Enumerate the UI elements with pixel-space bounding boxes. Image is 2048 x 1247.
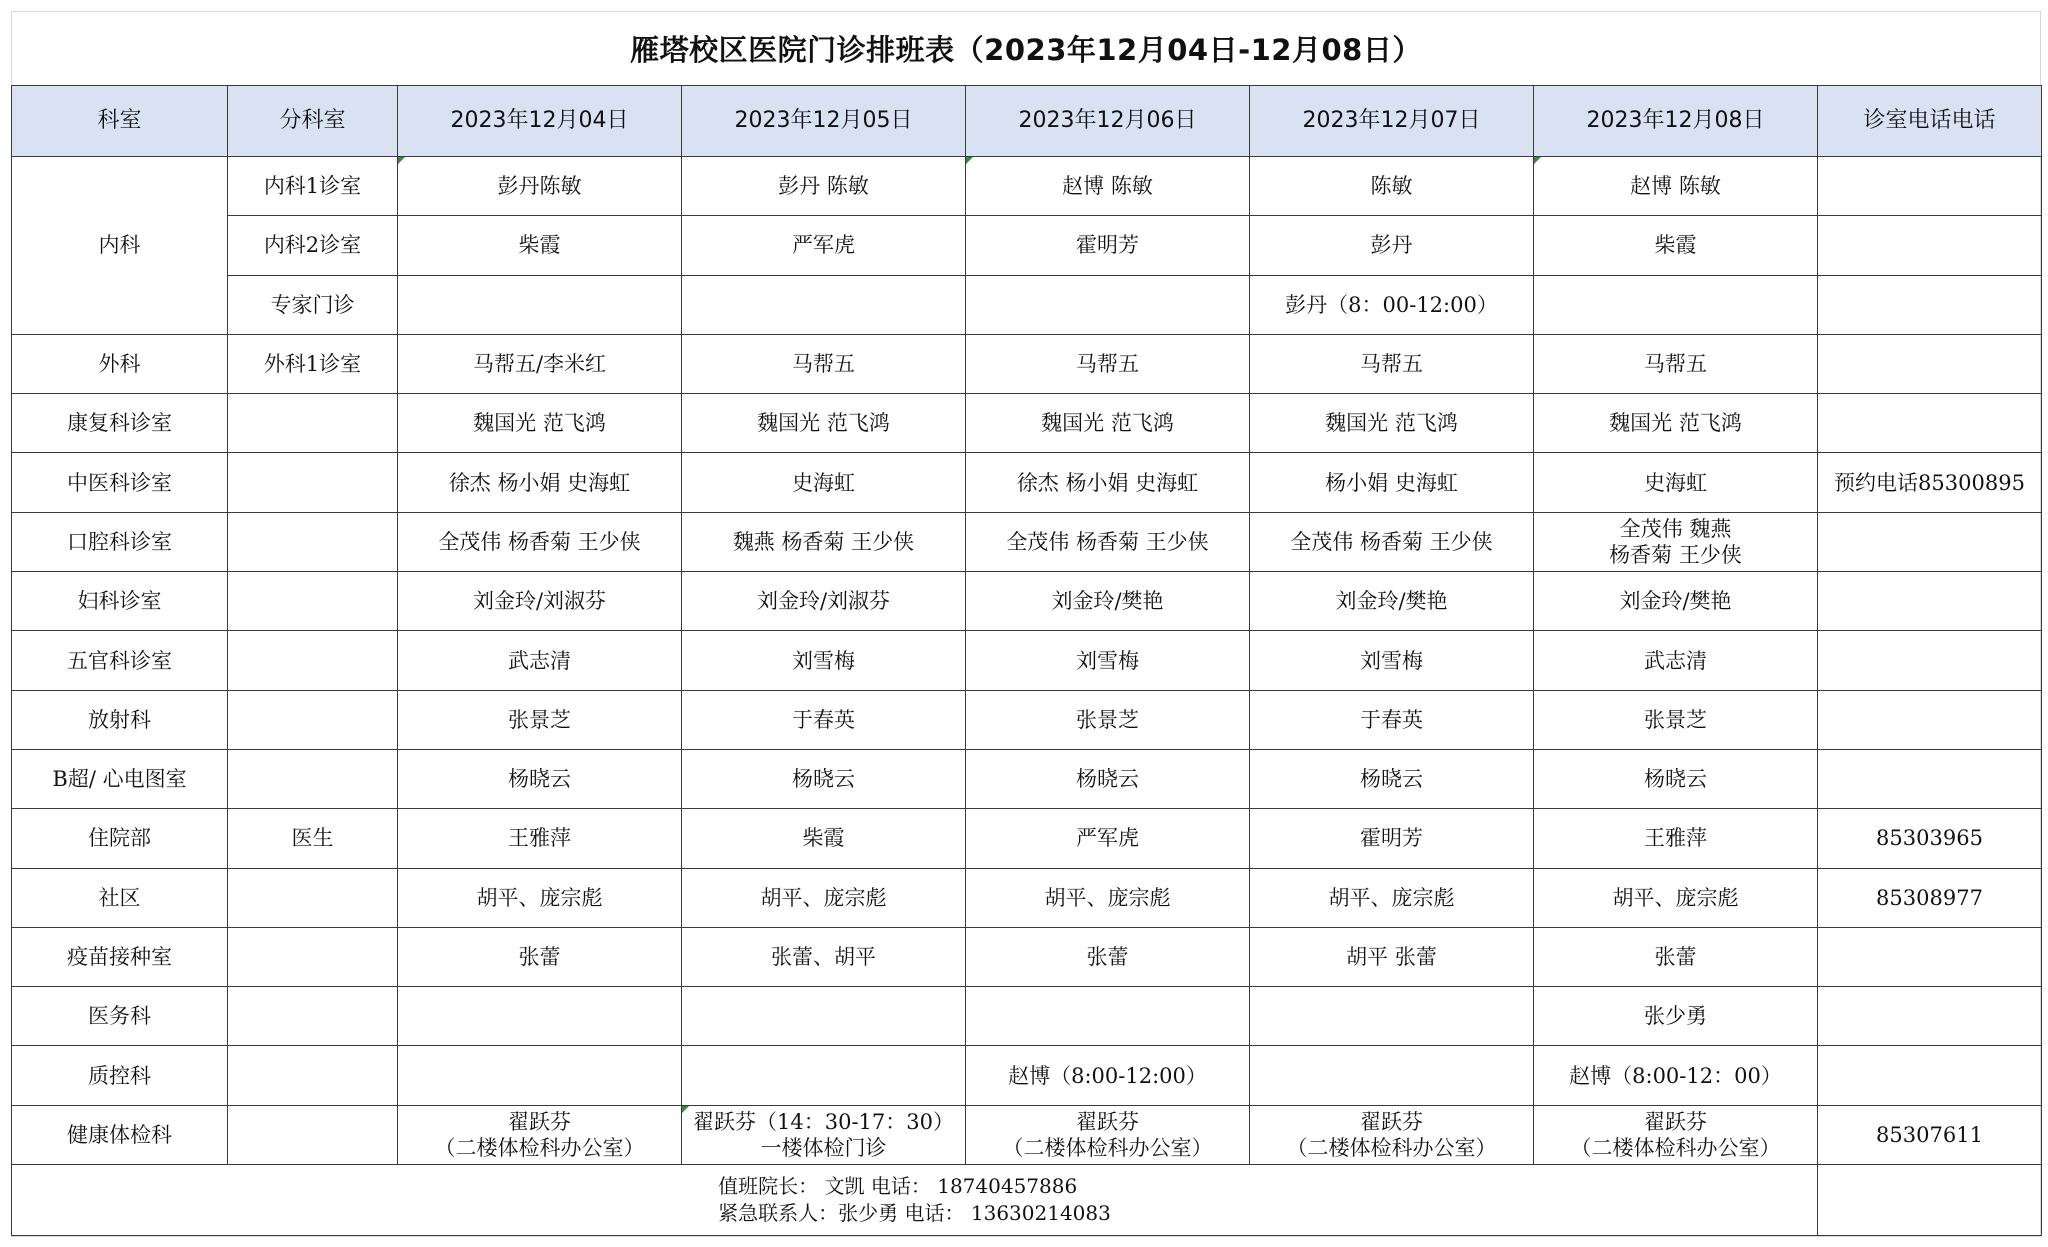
page-title: 雁塔校区医院门诊排班表（2023年12月04日-12月08日）: [630, 32, 1422, 67]
schedule-cell: [682, 987, 966, 1046]
schedule-cell: 胡平、庞宗彪: [1250, 868, 1534, 927]
schedule-cell: 严军虎: [682, 216, 966, 275]
schedule-cell: 杨晓云: [398, 749, 682, 808]
cell-line: （二楼体检科办公室）: [434, 1135, 645, 1160]
schedule-cell: [398, 987, 682, 1046]
schedule-cell: 魏国光 范飞鸿: [1534, 394, 1818, 453]
schedule-cell: 全茂伟 杨香菊 王少侠: [1250, 512, 1534, 571]
dept-cell: 内科: [12, 157, 228, 335]
dept-cell: 医务科: [12, 987, 228, 1046]
schedule-cell: 徐杰 杨小娟 史海虹: [966, 453, 1250, 512]
schedule-cell: 魏燕 杨香菊 王少侠: [682, 512, 966, 571]
sub-dept-cell: 外科1诊室: [228, 334, 398, 393]
cell-line: （二楼体检科办公室）: [1286, 1135, 1497, 1160]
schedule-cell: 杨晓云: [1534, 749, 1818, 808]
schedule-cell: 刘雪梅: [1250, 631, 1534, 690]
phone-cell: [1818, 749, 2042, 808]
schedule-cell: [682, 1105, 966, 1164]
schedule-cell: 柴霞: [1534, 216, 1818, 275]
dept-cell: 五官科诊室: [12, 631, 228, 690]
table-row: [12, 216, 2042, 275]
dept-cell: 外科: [12, 334, 228, 393]
schedule-cell: 王雅萍: [1534, 809, 1818, 868]
schedule-cell: [1534, 1105, 1818, 1164]
schedule-cell: 张蕾: [398, 927, 682, 986]
schedule-cell: 马帮五: [1534, 334, 1818, 393]
phone-cell: [1818, 394, 2042, 453]
schedule-cell: 于春英: [1250, 690, 1534, 749]
dept-cell: 中医科诊室: [12, 453, 228, 512]
sub-dept-cell: [228, 1105, 398, 1164]
sub-dept-cell: [228, 512, 398, 571]
schedule-cell: 马帮五: [1250, 334, 1534, 393]
sub-dept-cell: [228, 987, 398, 1046]
emergency-contact-line: 紧急联系人：张少勇 电话： 13630214083: [718, 1201, 1111, 1226]
sub-dept-cell: [228, 453, 398, 512]
schedule-cell: 魏国光 范飞鸿: [966, 394, 1250, 453]
dept-cell: B超/ 心电图室: [12, 749, 228, 808]
header-day-4: 2023年12月07日: [1250, 86, 1534, 157]
schedule-cell: 马帮五: [966, 334, 1250, 393]
schedule-cell: 杨晓云: [1250, 749, 1534, 808]
cell-line: 翟跃芬: [1076, 1109, 1139, 1134]
table-row: [12, 868, 2042, 927]
sub-dept-cell: 内科1诊室: [228, 157, 398, 216]
table-row: [12, 987, 2042, 1046]
phone-cell: [1818, 690, 2042, 749]
schedule-cell: 武志清: [398, 631, 682, 690]
phone-cell: 85307611: [1818, 1105, 2042, 1164]
schedule-cell: 魏国光 范飞鸿: [1250, 394, 1534, 453]
schedule-cell: 柴霞: [682, 809, 966, 868]
schedule-cell: [966, 987, 1250, 1046]
header-dept: 科室: [12, 86, 228, 157]
header-day-2: 2023年12月05日: [682, 86, 966, 157]
schedule-cell: 赵博 陈敏: [1534, 157, 1818, 216]
schedule-cell: 史海虹: [1534, 453, 1818, 512]
schedule-cell: 刘金玲/刘淑芬: [398, 572, 682, 631]
phone-cell: [1818, 631, 2042, 690]
schedule-cell: 胡平 张蕾: [1250, 927, 1534, 986]
cell-line: 翟跃芬: [1360, 1109, 1423, 1134]
phone-cell: [1818, 1046, 2042, 1105]
dept-cell: 健康体检科: [12, 1105, 228, 1164]
schedule-cell: [1250, 987, 1534, 1046]
sub-dept-cell: [228, 1046, 398, 1105]
phone-cell: [1818, 927, 2042, 986]
schedule-cell: 赵博（8:00-12：00）: [1534, 1046, 1818, 1105]
sub-dept-cell: [228, 868, 398, 927]
schedule-cell: [398, 1046, 682, 1105]
header-sub-dept: 分科室: [228, 86, 398, 157]
schedule-cell: [966, 275, 1250, 334]
schedule-cell: 魏国光 范飞鸿: [682, 394, 966, 453]
table-row: [12, 1046, 2042, 1105]
footer-contacts: [12, 1165, 1818, 1236]
schedule-cell: 刘金玲/樊艳: [1534, 572, 1818, 631]
schedule-cell: 霍明芳: [1250, 809, 1534, 868]
phone-cell: [1818, 572, 2042, 631]
footer-row: [12, 1165, 2042, 1236]
header-day-1: 2023年12月04日: [398, 86, 682, 157]
phone-cell: 85308977: [1818, 868, 2042, 927]
table-row: [12, 749, 2042, 808]
schedule-cell: 胡平、庞宗彪: [1534, 868, 1818, 927]
schedule-cell: 全茂伟 杨香菊 王少侠: [966, 512, 1250, 571]
header-row: [12, 86, 2042, 157]
schedule-table: [11, 85, 2042, 1236]
schedule-cell: [398, 1105, 682, 1164]
header-day-3: 2023年12月06日: [966, 86, 1250, 157]
table-row: [12, 157, 2042, 216]
dept-cell: 放射科: [12, 690, 228, 749]
schedule-cell: 王雅萍: [398, 809, 682, 868]
sub-dept-cell: 专家门诊: [228, 275, 398, 334]
table-row: [12, 631, 2042, 690]
schedule-cell: 杨晓云: [682, 749, 966, 808]
schedule-cell: 胡平、庞宗彪: [682, 868, 966, 927]
sub-dept-cell: [228, 690, 398, 749]
schedule-cell: 杨小娟 史海虹: [1250, 453, 1534, 512]
table-row: [12, 275, 2042, 334]
dept-cell: 康复科诊室: [12, 394, 228, 453]
schedule-cell: 张蕾: [966, 927, 1250, 986]
schedule-cell: [1534, 275, 1818, 334]
schedule-cell: 徐杰 杨小娟 史海虹: [398, 453, 682, 512]
dept-cell: 社区: [12, 868, 228, 927]
header-phone: 诊室电话电话: [1818, 86, 2042, 157]
cell-line: （二楼体检科办公室）: [1002, 1135, 1213, 1160]
cell-line: 一楼体检门诊: [760, 1135, 887, 1160]
schedule-cell: 张少勇: [1534, 987, 1818, 1046]
cell-line: 翟跃芬（14：30-17：30）: [693, 1109, 954, 1134]
schedule-cell: 武志清: [1534, 631, 1818, 690]
schedule-cell: 全茂伟 杨香菊 王少侠: [398, 512, 682, 571]
schedule-cell: 魏国光 范飞鸿: [398, 394, 682, 453]
phone-cell: 预约电话85300895: [1818, 453, 2042, 512]
schedule-cell: [682, 1046, 966, 1105]
phone-cell: 85303965: [1818, 809, 2042, 868]
cell-line: 全茂伟 魏燕: [1619, 516, 1732, 541]
schedule-cell: 彭丹: [1250, 216, 1534, 275]
schedule-cell: 胡平、庞宗彪: [966, 868, 1250, 927]
phone-cell: [1818, 512, 2042, 571]
footer-phone-cell: [1818, 1165, 2042, 1236]
schedule-cell: [682, 275, 966, 334]
schedule-cell: 陈敏: [1250, 157, 1534, 216]
phone-cell: [1818, 216, 2042, 275]
table-row: [12, 394, 2042, 453]
table-row: [12, 1105, 2042, 1164]
schedule-cell: 胡平、庞宗彪: [398, 868, 682, 927]
cell-line: 翟跃芬: [1644, 1109, 1707, 1134]
cell-line: 杨香菊 王少侠: [1609, 542, 1742, 567]
schedule-cell: 霍明芳: [966, 216, 1250, 275]
dept-cell: 口腔科诊室: [12, 512, 228, 571]
schedule-cell: 彭丹陈敏: [398, 157, 682, 216]
schedule-cell: 刘金玲/刘淑芬: [682, 572, 966, 631]
schedule-cell: [1534, 512, 1818, 571]
schedule-cell: 张蕾、胡平: [682, 927, 966, 986]
schedule-cell: 赵博（8:00-12:00）: [966, 1046, 1250, 1105]
sub-dept-cell: 内科2诊室: [228, 216, 398, 275]
table-row: [12, 927, 2042, 986]
schedule-cell: 马帮五: [682, 334, 966, 393]
dept-cell: 住院部: [12, 809, 228, 868]
schedule-cell: 张景芝: [1534, 690, 1818, 749]
schedule-cell: 刘金玲/樊艳: [966, 572, 1250, 631]
schedule-cell: [398, 275, 682, 334]
schedule-cell: 刘雪梅: [682, 631, 966, 690]
phone-cell: [1818, 275, 2042, 334]
phone-cell: [1818, 987, 2042, 1046]
header-day-5: 2023年12月08日: [1534, 86, 1818, 157]
dept-cell: 妇科诊室: [12, 572, 228, 631]
table-row: [12, 512, 2042, 571]
sub-dept-cell: [228, 631, 398, 690]
duty-director-line: 值班院长： 文凯 电话： 18740457886: [718, 1174, 1078, 1199]
table-row: [12, 572, 2042, 631]
schedule-cell: 杨晓云: [966, 749, 1250, 808]
schedule-cell: [1250, 1105, 1534, 1164]
dept-cell: 疫苗接种室: [12, 927, 228, 986]
sub-dept-cell: [228, 394, 398, 453]
schedule-cell: 彭丹 陈敏: [682, 157, 966, 216]
schedule-cell: [1250, 1046, 1534, 1105]
cell-line: 翟跃芬: [508, 1109, 571, 1134]
schedule-cell: [966, 1105, 1250, 1164]
schedule-cell: 柴霞: [398, 216, 682, 275]
schedule-cell: 张蕾: [1534, 927, 1818, 986]
sub-dept-cell: [228, 572, 398, 631]
sub-dept-cell: [228, 927, 398, 986]
table-row: [12, 809, 2042, 868]
schedule-cell: 赵博 陈敏: [966, 157, 1250, 216]
schedule-cell: 马帮五/李米红: [398, 334, 682, 393]
schedule-cell: 史海虹: [682, 453, 966, 512]
phone-cell: [1818, 157, 2042, 216]
sub-dept-cell: 医生: [228, 809, 398, 868]
schedule-cell: 于春英: [682, 690, 966, 749]
schedule-cell: 刘雪梅: [966, 631, 1250, 690]
sub-dept-cell: [228, 749, 398, 808]
schedule-cell: 严军虎: [966, 809, 1250, 868]
dept-cell: 质控科: [12, 1046, 228, 1105]
schedule-cell: 张景芝: [966, 690, 1250, 749]
table-row: [12, 453, 2042, 512]
schedule-cell: 彭丹（8：00-12:00）: [1250, 275, 1534, 334]
schedule-cell: 刘金玲/樊艳: [1250, 572, 1534, 631]
schedule-cell: 张景芝: [398, 690, 682, 749]
table-row: [12, 690, 2042, 749]
table-row: [12, 334, 2042, 393]
contact-block: [718, 1173, 1111, 1227]
cell-line: （二楼体检科办公室）: [1570, 1135, 1781, 1160]
phone-cell: [1818, 334, 2042, 393]
